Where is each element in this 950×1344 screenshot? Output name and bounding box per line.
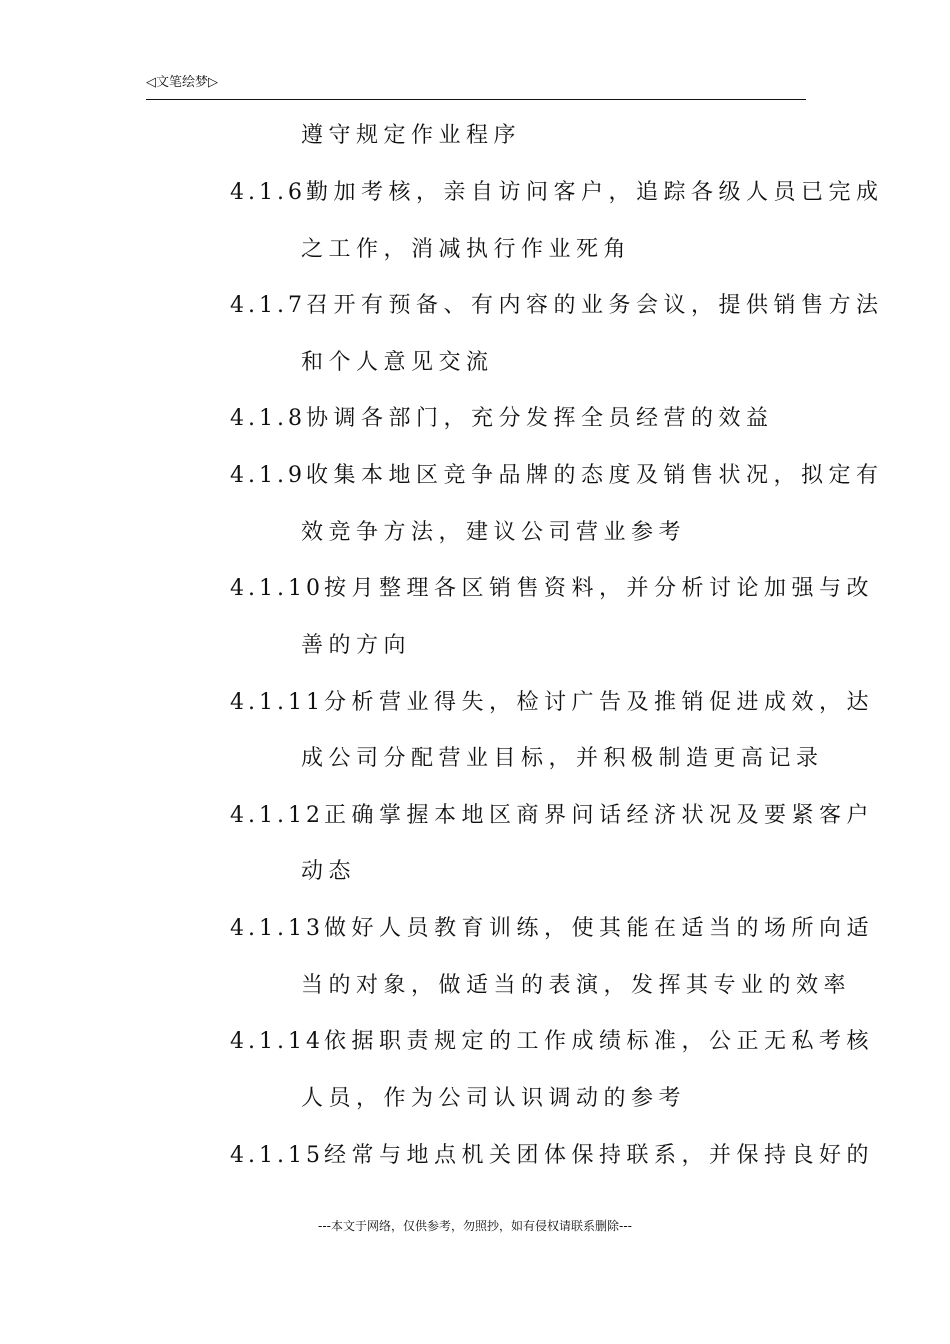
numbered-item-line [230,175,884,211]
line-text: 正确掌握本地区商界问话经济状况及要紧客户 [323,803,874,828]
page-footer: ---本文于网络，仅供参考，勿照抄，如有侵权请联系删除--- [318,1219,632,1233]
numbered-item-line [230,911,874,947]
item-number: 4.1.9 [230,463,306,488]
text-line [301,854,356,890]
text-line [301,1081,686,1117]
item-number: 4.1.15 [230,1143,324,1168]
line-text: 收集本地区竞争品牌的态度及销售状况，拟定有 [305,463,884,488]
item-number: 4.1.12 [230,803,324,828]
line-text: 做好人员教育训练，使其能在适当的场所向适 [323,916,874,941]
numbered-item-line [230,1138,874,1174]
line-text: 人员，作为公司认识调动的参考 [301,1086,687,1111]
line-text: 和个人意见交流 [301,350,494,375]
numbered-item-line [230,685,874,721]
text-line [301,345,494,381]
line-text: 成公司分配营业目标，并积极制造更高记录 [301,746,824,771]
numbered-item-line [230,798,874,834]
line-text: 分析营业得失，检讨广告及推销促进成效，达 [323,690,874,715]
text-line [301,232,631,268]
line-text: 效竞争方法，建议公司营业参考 [301,520,687,545]
line-text: 经常与地点机关团体保持联系，并保持良好的 [323,1143,874,1168]
numbered-item-line [230,571,874,607]
line-text: 遵守规定作业程序 [301,123,522,148]
numbered-item-line [230,458,884,494]
item-number: 4.1.6 [230,180,306,205]
text-line [301,628,411,664]
line-text: 当的对象，做适当的表演，发挥其专业的效率 [301,973,852,998]
text-line [301,741,824,777]
item-number: 4.1.10 [230,576,324,601]
text-line [301,515,686,551]
line-text: 勤加考核，亲自访问客户，追踪各级人员已完成 [305,180,884,205]
item-number: 4.1.11 [230,690,324,715]
item-number: 4.1.13 [230,916,324,941]
header-title: ◁文笔绘梦▷ [146,75,218,90]
item-number: 4.1.7 [230,293,306,318]
numbered-item-line [230,401,774,437]
item-number: 4.1.14 [230,1029,324,1054]
numbered-item-line [230,1024,874,1060]
numbered-item-line [230,288,884,324]
item-number: 4.1.8 [230,406,306,431]
text-line [301,118,521,154]
text-line [301,968,851,1004]
line-text: 协调各部门，充分发挥全员经营的效益 [305,406,774,431]
line-text: 之工作，消减执行作业死角 [301,237,632,262]
line-text: 按月整理各区销售资料，并分析讨论加强与改 [323,576,874,601]
line-text: 善的方向 [301,633,412,658]
line-text: 依据职责规定的工作成绩标准，公正无私考核 [323,1029,874,1054]
line-text: 动态 [301,859,357,884]
line-text: 召开有预备、有内容的业务会议，提供销售方法 [305,293,884,318]
